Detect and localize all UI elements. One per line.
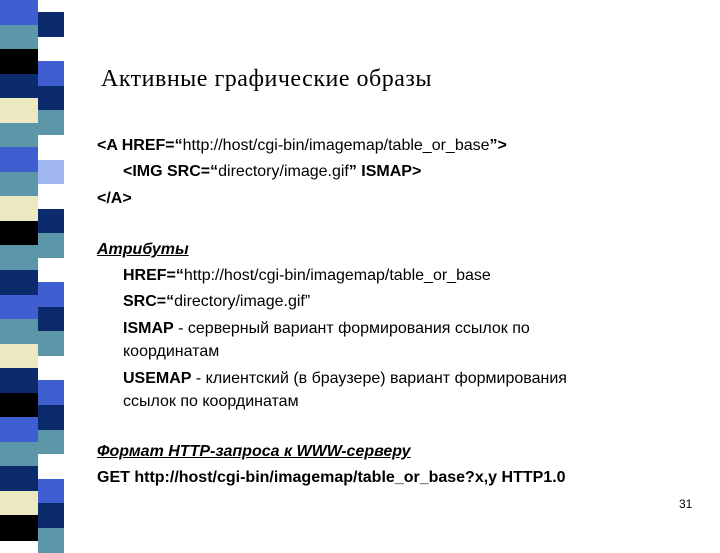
attributes-heading: Атрибуты (97, 241, 189, 258)
stripe-block (38, 430, 64, 456)
stripe-block (0, 221, 38, 247)
stripe-block (0, 442, 38, 468)
stripe-block (0, 196, 38, 222)
code-line-img: <IMG SRC=“directory/image.gif” ISMAP> (123, 163, 422, 180)
attr-src: SRC=“directory/image.gif” (123, 293, 311, 310)
stripe-block (0, 270, 38, 296)
stripe-block (0, 466, 38, 492)
stripe-block (38, 135, 64, 161)
stripe-block (0, 491, 38, 517)
stripe-block (38, 258, 64, 284)
attr-ismap-cont: координатам (123, 343, 220, 360)
stripe-block (38, 160, 64, 186)
stripe-block (38, 479, 64, 505)
stripe-block (38, 405, 64, 431)
stripe-block (0, 344, 38, 370)
decorative-stripe (0, 0, 80, 540)
stripe-block (0, 319, 38, 345)
stripe-block (38, 454, 64, 480)
stripe-block (0, 417, 38, 443)
code-line-a-href: <A HREF=“http://host/cgi-bin/imagemap/table_or_base”> (97, 137, 507, 154)
stripe-block (0, 147, 38, 173)
stripe-block (38, 380, 64, 406)
stripe-block (38, 209, 64, 235)
stripe-block (38, 356, 64, 382)
stripe-block (38, 307, 64, 333)
attr-usemap-cont: ссылок по координатам (123, 393, 299, 410)
stripe-block (38, 61, 64, 87)
request-heading: Формат HTTP-запроса к WWW-серверу (97, 443, 411, 460)
stripe-block (0, 295, 38, 321)
stripe-block (0, 98, 38, 124)
stripe-block (38, 233, 64, 259)
stripe-block (0, 49, 38, 75)
stripe-block (38, 503, 64, 529)
stripe-block (0, 368, 38, 394)
stripe-block (0, 245, 38, 271)
stripe-block (38, 110, 64, 136)
stripe-block (0, 74, 38, 100)
stripe-block (38, 12, 64, 38)
stripe-block (0, 393, 38, 419)
stripe-block (38, 37, 64, 63)
stripe-block (38, 184, 64, 210)
slide-title: Активные графические образы (101, 66, 432, 92)
page-number: 31 (679, 497, 693, 511)
stripe-block (38, 86, 64, 112)
code-line-close-a: </A> (97, 190, 132, 207)
stripe-block (38, 282, 64, 308)
stripe-block (0, 123, 38, 149)
stripe-block (0, 0, 38, 26)
stripe-block (0, 172, 38, 198)
stripe-block (0, 515, 38, 541)
stripe-block (38, 331, 64, 357)
stripe-block (38, 528, 64, 553)
request-line: GET http://host/cgi-bin/imagemap/table_or_base?x,y HTTP1.0 (97, 469, 566, 486)
attr-ismap: ISMAP - серверный вариант формирования ссылок по (123, 320, 530, 337)
attr-usemap: USEMAP - клиентский (в браузере) вариант формирования (123, 370, 567, 387)
attr-href: HREF=“http://host/cgi-bin/imagemap/table_or_base (123, 267, 491, 284)
stripe-block (0, 25, 38, 51)
